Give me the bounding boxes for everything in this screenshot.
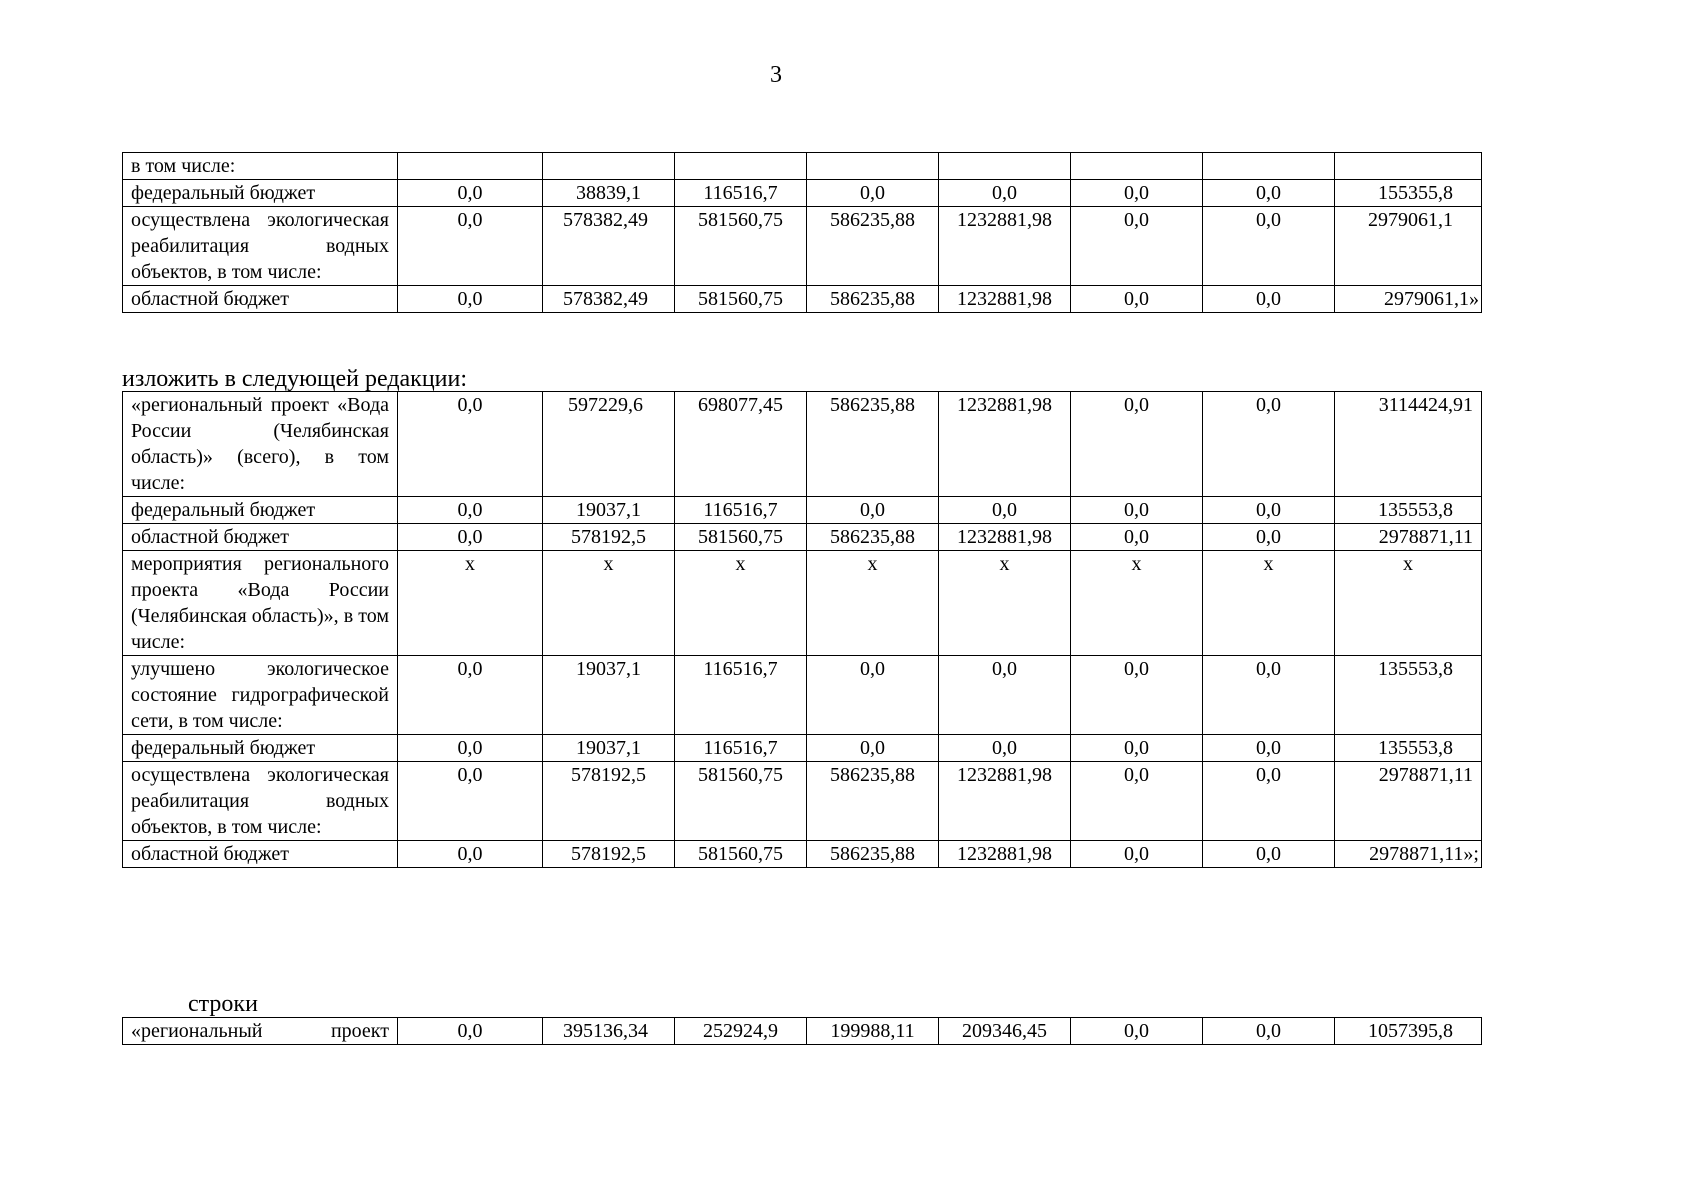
cell-value [939,153,1071,180]
cell-value: 0,0 [807,180,939,207]
cell-value: 0,0 [1203,735,1335,762]
row-label: федеральный бюджет [123,180,398,207]
cell-total: 135553,8 [1335,497,1482,524]
cell-value: 578192,5 [543,762,675,841]
cell-value: 0,0 [939,497,1071,524]
cell-value: x [398,551,543,656]
cell-value: x [1203,551,1335,656]
rows-heading: строки [188,991,258,1017]
cell-value: 578192,5 [543,524,675,551]
cell-value: 395136,34 [543,1018,675,1045]
cell-value: 581560,75 [675,841,807,868]
cell-value: 1232881,98 [939,207,1071,286]
row-label: осуществлена экологическая реабилитация водных объектов, в том числе: [123,762,398,841]
cell-value [675,153,807,180]
table-row [123,762,1482,841]
cell-value: 116516,7 [675,735,807,762]
cell-total: 135553,8 [1335,735,1482,762]
cell-value: 586235,88 [807,524,939,551]
cell-value: 586235,88 [807,207,939,286]
cell-value: 0,0 [1203,1018,1335,1045]
cell-total: 2978871,11»; [1335,841,1482,868]
cell-value [398,153,543,180]
cell-value: 0,0 [1071,180,1203,207]
table-row [123,497,1482,524]
cell-value: 0,0 [1203,497,1335,524]
cell-value: 0,0 [1203,207,1335,286]
row-label: «региональный проект [123,1018,398,1045]
table-row [123,656,1482,735]
cell-value: 1232881,98 [939,524,1071,551]
cell-value: 116516,7 [675,656,807,735]
cell-value: 116516,7 [675,180,807,207]
cell-value: 586235,88 [807,286,939,313]
cell-total: 2979061,1» [1335,286,1482,313]
cell-value: 0,0 [1071,392,1203,497]
cell-total: 3114424,91 [1335,392,1482,497]
table-row [123,841,1482,868]
cell-value: 0,0 [398,392,543,497]
cell-value: 0,0 [398,286,543,313]
cell-total: 2979061,1 [1335,207,1482,286]
cell-value: 19037,1 [543,735,675,762]
cell-value: 0,0 [1071,735,1203,762]
cell-value: 0,0 [1203,524,1335,551]
cell-value: x [807,551,939,656]
cell-value: 578382,49 [543,286,675,313]
cell-value: x [1071,551,1203,656]
cell-value: 0,0 [1071,656,1203,735]
table-row [123,1018,1482,1045]
page-number: 3 [770,62,782,88]
cell-value: 0,0 [1071,1018,1203,1045]
row-label: мероприятия регионального проекта «Вода России (Челябинская область)», в том числе: [123,551,398,656]
table-row [123,524,1482,551]
cell-value [1071,153,1203,180]
cell-total: 2978871,11 [1335,524,1482,551]
cell-value: 0,0 [1071,841,1203,868]
budget-table-new [122,391,1482,868]
table-row [123,286,1482,313]
row-label: областной бюджет [123,286,398,313]
cell-value [543,153,675,180]
cell-value: 0,0 [807,735,939,762]
cell-value: 116516,7 [675,497,807,524]
cell-value: 0,0 [398,497,543,524]
cell-value: 0,0 [398,656,543,735]
cell-value: x [675,551,807,656]
table-row [123,392,1482,497]
cell-value: 0,0 [1203,392,1335,497]
cell-total: x [1335,551,1482,656]
cell-value: 0,0 [1071,207,1203,286]
cell-value: 19037,1 [543,656,675,735]
cell-value: 0,0 [807,656,939,735]
cell-value: 0,0 [1203,180,1335,207]
cell-value: 1232881,98 [939,286,1071,313]
cell-value: 0,0 [939,735,1071,762]
cell-value [1203,153,1335,180]
table-row [123,180,1482,207]
cell-value: 0,0 [398,1018,543,1045]
cell-total: 2978871,11 [1335,762,1482,841]
cell-value: 698077,45 [675,392,807,497]
table-row [123,551,1482,656]
cell-value: x [543,551,675,656]
cell-value [807,153,939,180]
cell-value: 0,0 [398,207,543,286]
cell-value: 0,0 [398,841,543,868]
cell-value: 586235,88 [807,392,939,497]
cell-value: 578382,49 [543,207,675,286]
cell-value: 586235,88 [807,762,939,841]
cell-value: 581560,75 [675,286,807,313]
cell-value: 199988,11 [807,1018,939,1045]
cell-value: 0,0 [939,656,1071,735]
cell-total: 135553,8 [1335,656,1482,735]
table-row [123,207,1482,286]
cell-value: 0,0 [1071,286,1203,313]
cell-value: 0,0 [807,497,939,524]
cell-value: 0,0 [1071,524,1203,551]
cell-value: 38839,1 [543,180,675,207]
cell-value: 581560,75 [675,524,807,551]
row-label: областной бюджет [123,524,398,551]
cell-value: 0,0 [1071,497,1203,524]
budget-table-next [122,1017,1482,1045]
editorial-instruction: изложить в следующей редакции: [122,366,468,392]
cell-value: 1232881,98 [939,762,1071,841]
cell-total: 155355,8 [1335,180,1482,207]
cell-value: 0,0 [398,735,543,762]
cell-value: 209346,45 [939,1018,1071,1045]
row-label: осуществлена экологическая реабилитация водных объектов, в том числе: [123,207,398,286]
table-row [123,153,1482,180]
cell-value: x [939,551,1071,656]
cell-value: 252924,9 [675,1018,807,1045]
table-row [123,735,1482,762]
cell-value: 581560,75 [675,207,807,286]
cell-value: 0,0 [1071,762,1203,841]
cell-value: 581560,75 [675,762,807,841]
cell-value: 1232881,98 [939,841,1071,868]
cell-value: 0,0 [1203,286,1335,313]
cell-value: 1232881,98 [939,392,1071,497]
row-label: «региональный проект «Вода России (Челябинская область)» (всего), в том числе: [123,392,398,497]
cell-value: 0,0 [1203,656,1335,735]
cell-value: 0,0 [939,180,1071,207]
cell-value: 0,0 [1203,762,1335,841]
row-label: областной бюджет [123,841,398,868]
cell-total [1335,153,1482,180]
row-label: в том числе: [123,153,398,180]
cell-value: 586235,88 [807,841,939,868]
cell-total: 1057395,8 [1335,1018,1482,1045]
row-label: федеральный бюджет [123,497,398,524]
cell-value: 0,0 [398,524,543,551]
budget-table-old [122,152,1482,313]
row-label: федеральный бюджет [123,735,398,762]
cell-value: 597229,6 [543,392,675,497]
cell-value: 0,0 [398,762,543,841]
cell-value: 0,0 [1203,841,1335,868]
cell-value: 19037,1 [543,497,675,524]
cell-value: 578192,5 [543,841,675,868]
cell-value: 0,0 [398,180,543,207]
row-label: улучшено экологическое состояние гидрографической сети, в том числе: [123,656,398,735]
